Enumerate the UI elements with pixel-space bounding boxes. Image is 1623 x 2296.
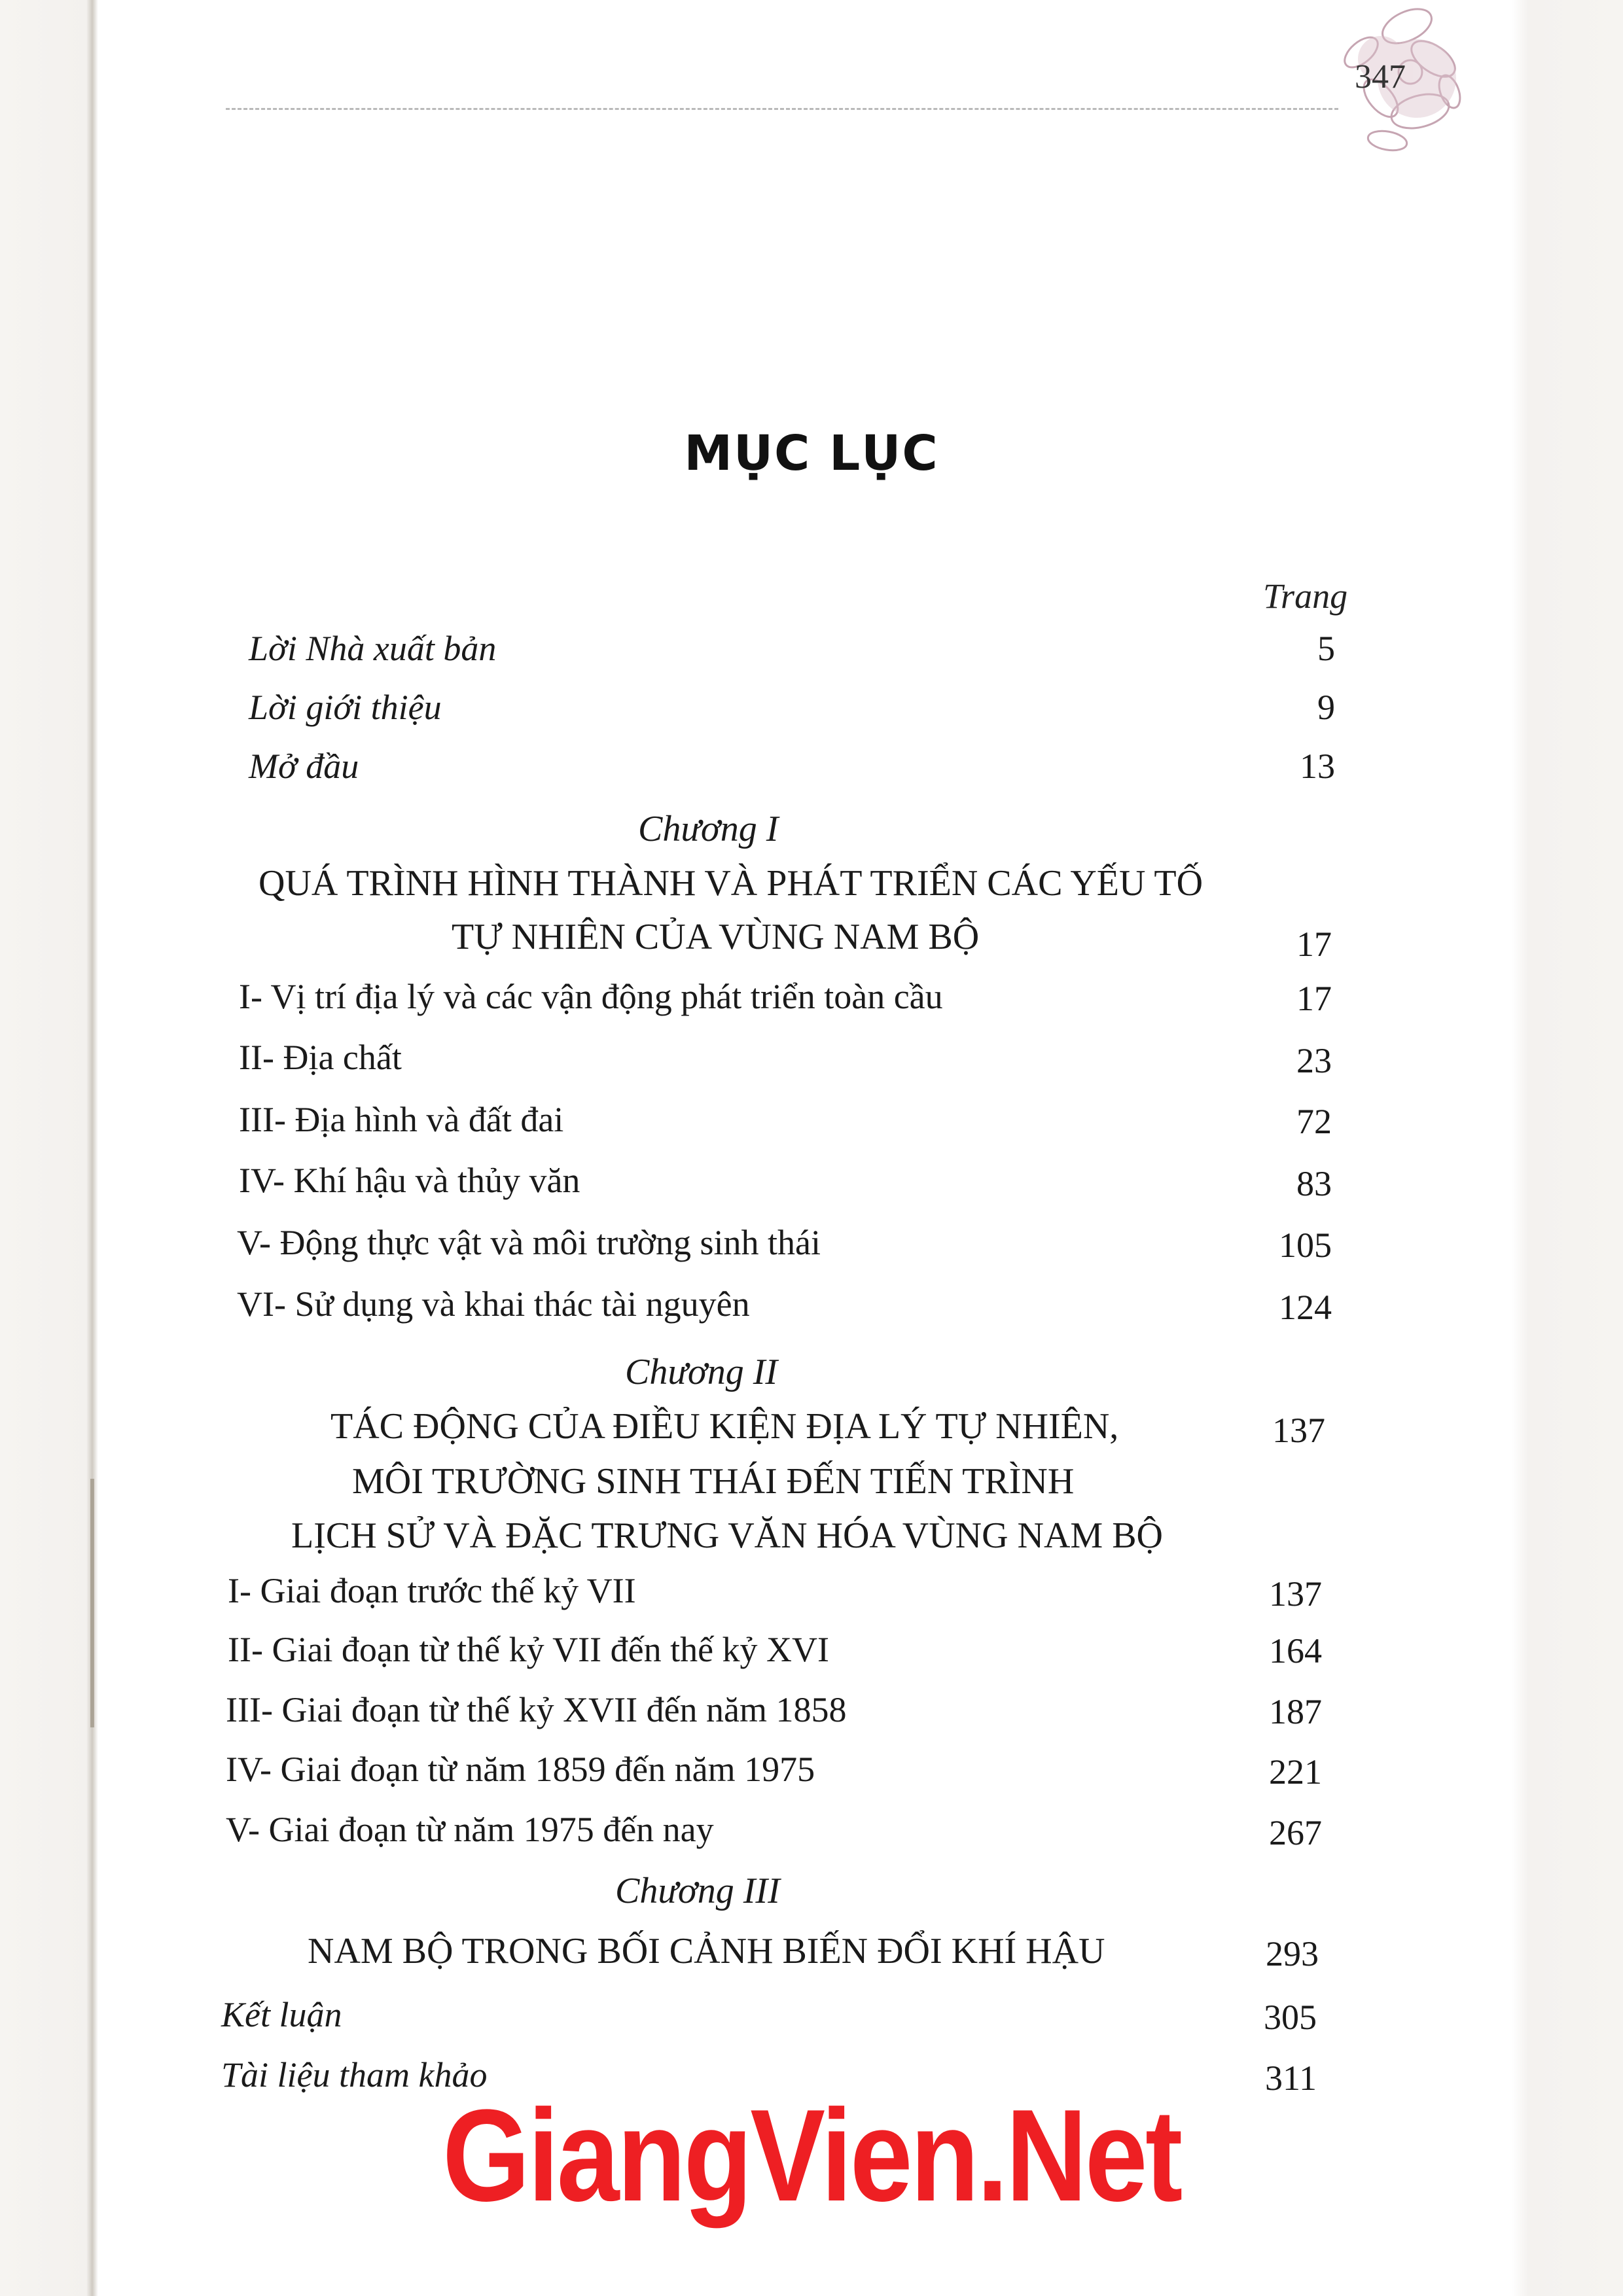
chapter-label: Chương II bbox=[625, 1352, 778, 1392]
toc-page-number: 137 bbox=[1269, 1574, 1322, 1614]
toc-page-number: 137 bbox=[1272, 1411, 1325, 1450]
toc-entry-back[interactable]: Tài liệu tham khảo bbox=[221, 2055, 488, 2094]
toc-page-number: 164 bbox=[1269, 1631, 1322, 1670]
chapter-title[interactable]: TÁC ĐỘNG CỦA ĐIỀU KIỆN ĐỊA LÝ TỰ NHIÊN, bbox=[330, 1406, 1119, 1447]
watermark: GiangVien.Net bbox=[442, 2083, 1181, 2229]
toc-page-number: 13 bbox=[1300, 747, 1335, 786]
toc-section[interactable]: VI- Sử dụng và khai thác tài nguyên bbox=[237, 1284, 750, 1324]
toc-entry-front[interactable]: Lời giới thiệu bbox=[249, 688, 442, 727]
page-edge-right bbox=[1512, 0, 1623, 2296]
page-title: MỤC LỤC bbox=[684, 425, 939, 482]
page-number: 347 bbox=[1355, 58, 1406, 96]
toc-page-number: 9 bbox=[1317, 688, 1335, 727]
toc-section[interactable]: II- Giai đoạn từ thế kỷ VII đến thế kỷ XVI bbox=[228, 1630, 830, 1669]
toc-page-number: 221 bbox=[1269, 1752, 1322, 1792]
chapter-title[interactable]: QUÁ TRÌNH HÌNH THÀNH VÀ PHÁT TRIỂN CÁC YẾU TỐ bbox=[259, 863, 1204, 904]
binding-mark bbox=[90, 1479, 94, 1727]
toc-page-number: 311 bbox=[1265, 2058, 1317, 2098]
toc-section[interactable]: III- Địa hình và đất đai bbox=[239, 1100, 564, 1139]
toc-page-number: 5 bbox=[1317, 629, 1335, 668]
toc-page-number: 23 bbox=[1296, 1041, 1332, 1080]
toc-section[interactable]: II- Địa chất bbox=[239, 1038, 402, 1077]
page-edge-left bbox=[0, 0, 98, 2296]
toc-section[interactable]: IV- Giai đoạn từ năm 1859 đến năm 1975 bbox=[226, 1750, 815, 1789]
page-column-label: Trang bbox=[1263, 576, 1348, 616]
toc-section[interactable]: V- Giai đoạn từ năm 1975 đến nay bbox=[226, 1810, 714, 1849]
toc-entry-front[interactable]: Lời Nhà xuất bản bbox=[249, 629, 497, 668]
toc-section[interactable]: V- Động thực vật và môi trường sinh thái bbox=[237, 1223, 821, 1262]
toc-page-number: 305 bbox=[1264, 1998, 1317, 2037]
chapter-title[interactable]: NAM BỘ TRONG BỐI CẢNH BIẾN ĐỔI KHÍ HẬU bbox=[308, 1931, 1105, 1971]
toc-section[interactable]: I- Vị trí địa lý và các vận động phát triển toàn cầu bbox=[239, 977, 943, 1016]
toc-page-number: 105 bbox=[1279, 1226, 1332, 1265]
toc-page-number: 293 bbox=[1266, 1934, 1319, 1973]
toc-section[interactable]: IV- Khí hậu và thủy văn bbox=[239, 1161, 580, 1200]
toc-page-number: 17 bbox=[1296, 925, 1332, 964]
toc-page-number: 17 bbox=[1296, 979, 1332, 1018]
toc-section[interactable]: I- Giai đoạn trước thế kỷ VII bbox=[228, 1571, 636, 1610]
toc-entry-back[interactable]: Kết luận bbox=[221, 1995, 342, 2034]
toc-page-number: 83 bbox=[1296, 1164, 1332, 1203]
toc-section[interactable]: III- Giai đoạn từ thế kỷ XVII đến năm 1858 bbox=[226, 1690, 847, 1729]
toc-entry-front[interactable]: Mở đầu bbox=[249, 747, 359, 786]
chapter-title[interactable]: MÔI TRƯỜNG SINH THÁI ĐẾN TIẾN TRÌNH bbox=[352, 1461, 1075, 1502]
header-rule bbox=[226, 108, 1338, 110]
toc-page-number: 187 bbox=[1269, 1692, 1322, 1731]
toc-page-number: 124 bbox=[1279, 1288, 1332, 1327]
toc-page-number: 72 bbox=[1296, 1102, 1332, 1141]
toc-page-number: 267 bbox=[1269, 1813, 1322, 1852]
chapter-title[interactable]: LỊCH SỬ VÀ ĐẶC TRƯNG VĂN HÓA VÙNG NAM BỘ bbox=[291, 1515, 1163, 1556]
chapter-label: Chương III bbox=[615, 1871, 780, 1911]
chapter-title[interactable]: TỰ NHIÊN CỦA VÙNG NAM BỘ bbox=[452, 917, 980, 957]
chapter-label: Chương I bbox=[638, 809, 779, 849]
